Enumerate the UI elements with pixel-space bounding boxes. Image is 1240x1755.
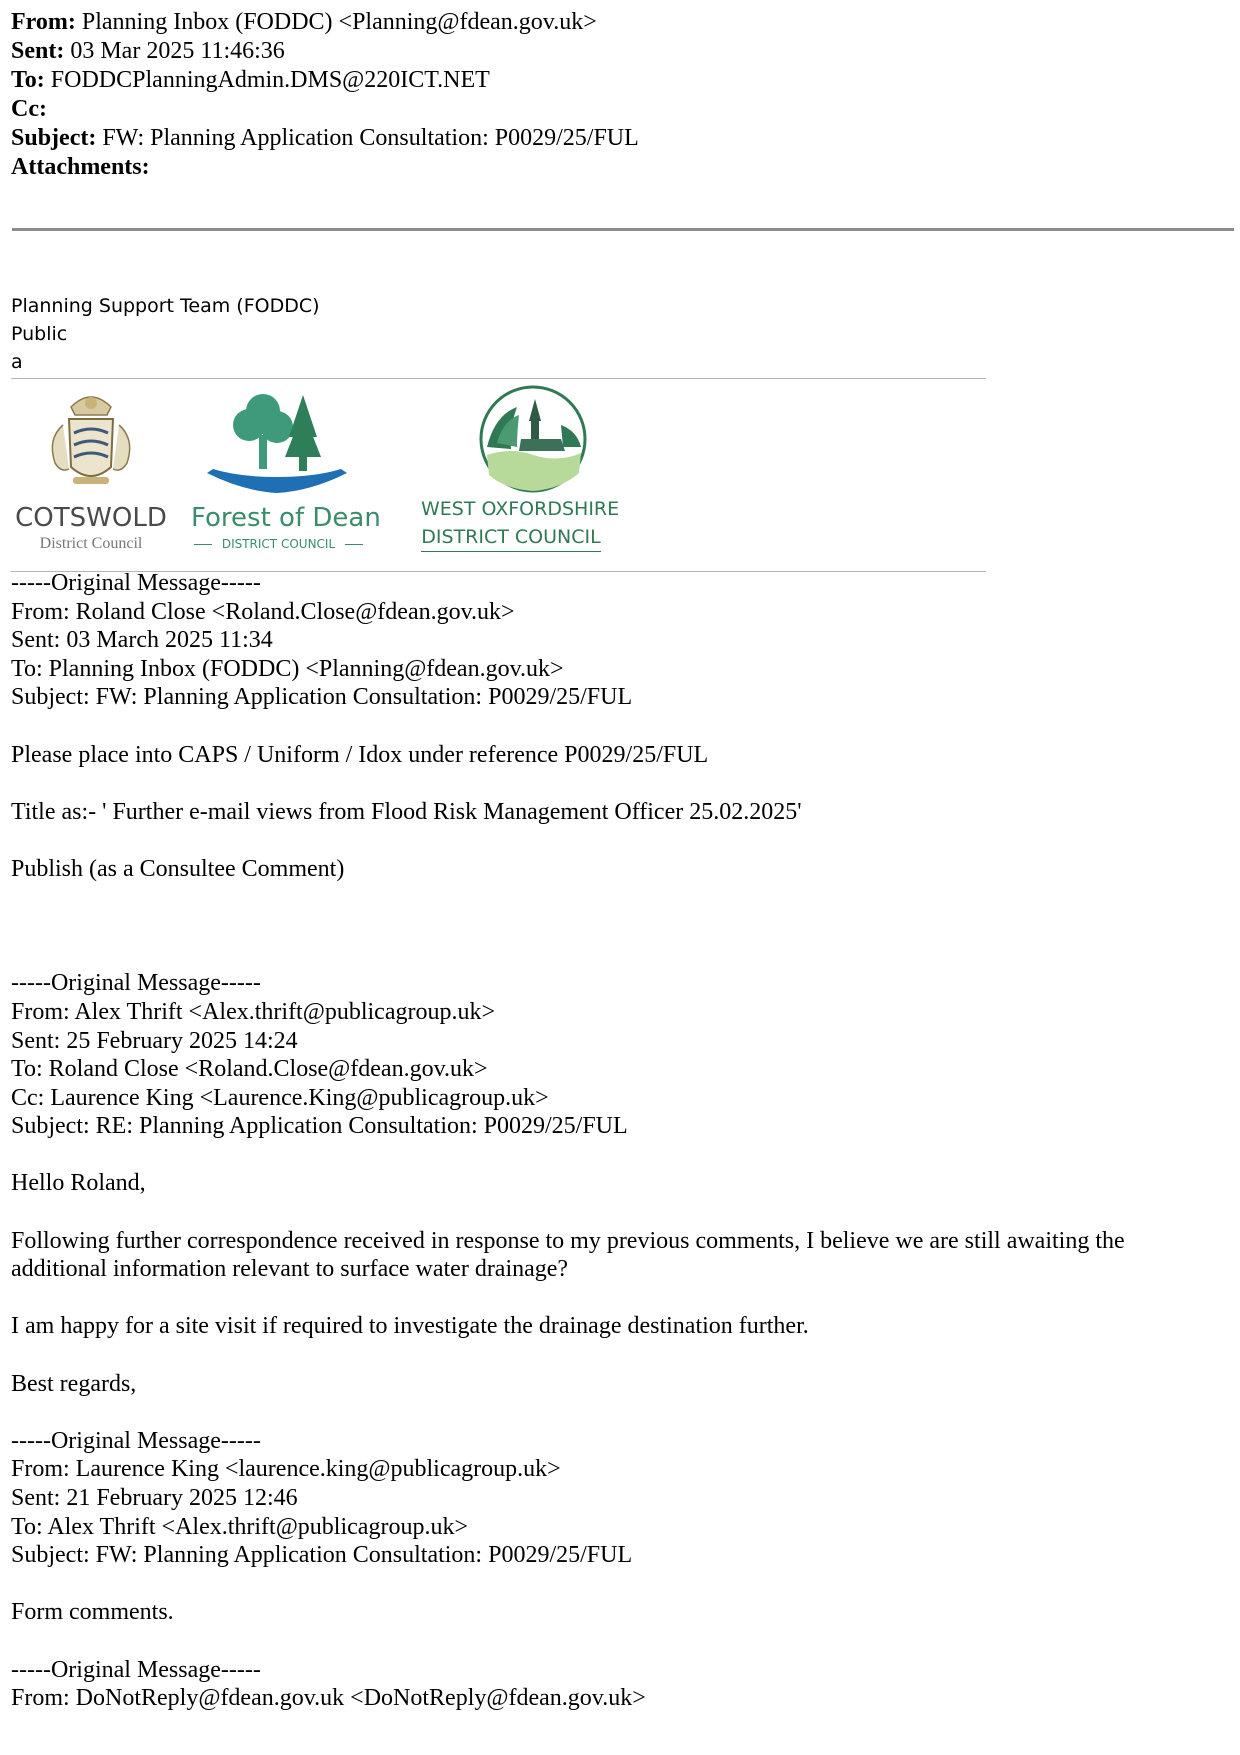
message-subject: Subject: FW: Planning Application Consultation: P0029/25/FUL [11,684,633,711]
message-body-line: additional information relevant to surface water drainage? [11,1256,569,1283]
subject-value: FW: Planning Application Consultation: P0029/25/FUL [102,125,639,151]
header-cc: Cc: [11,96,47,122]
message-divider: -----Original Message----- [11,570,261,596]
message-body-line: Following further correspondence received in response to my previous comments, I believe we are still awaiting the [11,1227,1125,1254]
header-divider [12,228,1234,231]
header-subject: Subject: FW: Planning Application Consultation: P0029/25/FUL [11,125,639,151]
message-body-line: Please place into CAPS / Uniform / Idox under reference P0029/25/FUL [11,741,709,768]
header-sent: Sent: 03 Mar 2025 11:46:36 [11,38,285,64]
message-closing: Best regards, [11,1370,137,1397]
signature-block [11,292,320,376]
to-value: FODDCPlanningAdmin.DMS@220ICT.NET [50,67,490,93]
tree-icon [191,385,366,495]
forest-of-dean-name: Forest of Dean [191,503,381,533]
message-body-line: Form comments. [11,1599,174,1626]
cotswold-subtitle: District Council [39,535,143,552]
message-from: From: DoNotReply@fdean.gov.uk <DoNotReply@fdean.gov.uk> [11,1685,646,1712]
message-sent: Sent: 03 March 2025 11:34 [11,627,273,654]
landscape-emblem-icon [421,385,601,495]
message-from: From: Laurence King <laurence.king@publicagroup.uk> [11,1456,561,1483]
signature-team: Planning Support Team (FODDC) [11,295,320,317]
message-to: To: Alex Thrift <Alex.thrift@publicagroup.uk> [11,1513,468,1540]
message-cc: Cc: Laurence King <Laurence.King@publicagroup.uk> [11,1084,549,1111]
signature-divider-top [11,378,986,379]
signature-classification: Public [11,323,68,345]
message-from: From: Roland Close <Roland.Close@fdean.gov.uk> [11,598,515,625]
message-body-line: Publish (as a Consultee Comment) [11,855,345,882]
west-oxfordshire-subtitle: DISTRICT COUNCIL [421,523,600,552]
from-value: Planning Inbox (FODDC) <Planning@fdean.gov.uk> [81,9,597,35]
message-body-line: Title as:- ' Further e-mail views from Flood Risk Management Officer 25.02.2025' [11,798,802,825]
west-oxfordshire-name: WEST OXFORDSHIRE [421,498,620,520]
message-divider: -----Original Message----- [11,970,261,997]
email-header [11,8,1231,182]
email-body [11,569,1226,1713]
council-logos [11,385,986,565]
message-divider: -----Original Message----- [11,1656,261,1683]
message-divider: -----Original Message----- [11,1427,261,1454]
west-oxfordshire-logo [421,385,601,500]
message-to: To: Roland Close <Roland.Close@fdean.gov.uk> [11,1056,488,1083]
forest-of-dean-subtitle: DISTRICT COUNCIL [221,537,336,551]
message-subject: Subject: FW: Planning Application Consultation: P0029/25/FUL [11,1542,633,1569]
forest-of-dean-logo [191,385,366,500]
cotswold-name: COTSWOLD [15,503,167,533]
signature-extra: a [11,351,23,373]
message-from: From: Alex Thrift <Alex.thrift@publicagroup.uk> [11,998,495,1025]
header-attachments: Attachments: [11,154,150,180]
header-from: From: Planning Inbox (FODDC) <Planning@fdean.gov.uk> [11,9,597,35]
message-sent: Sent: 21 February 2025 12:46 [11,1485,298,1512]
header-to: To: FODDCPlanningAdmin.DMS@220ICT.NET [11,67,490,93]
message-sent: Sent: 25 February 2025 14:24 [11,1027,298,1054]
message-greeting: Hello Roland, [11,1170,146,1197]
message-subject: Subject: RE: Planning Application Consultation: P0029/25/FUL [11,1113,628,1140]
message-to: To: Planning Inbox (FODDC) <Planning@fdean.gov.uk> [11,655,564,682]
message-body-line: I am happy for a site visit if required to investigate the drainage destination further. [11,1313,809,1340]
sent-value: 03 Mar 2025 11:46:36 [70,38,285,64]
